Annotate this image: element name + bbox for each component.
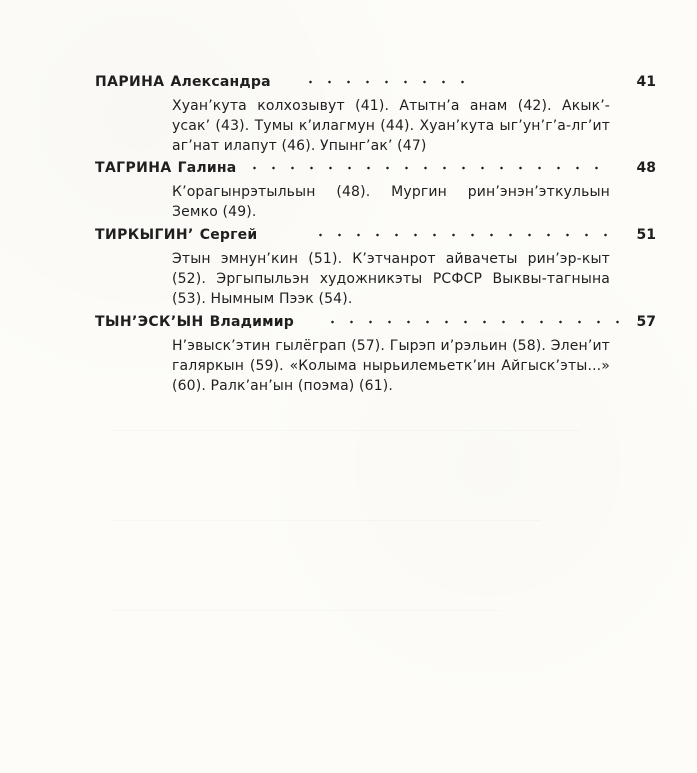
author-given-name: Александра	[170, 74, 271, 90]
toc-entry-header	[95, 312, 656, 336]
author-surname: ТАГРИНА	[95, 160, 172, 176]
dot-leaders	[311, 231, 611, 239]
works-list: Хуан’кута колхозывут (41). Атытн’а анам (42). Акык’-усак’ (43). Тумы к’илагмун (44). Хуан’кута ыг’ун’г’а-лг’ит аг’нат илапут (46). Упынг’ак’ (47)	[172, 98, 610, 154]
toc-entry	[95, 225, 656, 309]
author-name	[95, 312, 294, 332]
author-surname: ТЫН’ЭСК’ЫН	[95, 314, 204, 330]
author-name	[95, 225, 257, 245]
works-list: Этын эмнун’кин (51). К’этчанрот айвачеты рин’эр-кыт (52). Эргыпыльэн художникэты РСФСР Выквы-тагнына (53). Нымным Пээк (54).	[172, 251, 610, 307]
toc-entry-header	[95, 225, 656, 249]
dot-leaders	[245, 164, 607, 172]
paper-texture-line	[110, 610, 500, 611]
author-surname: ТИРКЫГИН’	[95, 227, 194, 243]
toc-entry-header	[95, 72, 656, 96]
page-number: 48	[636, 160, 656, 176]
page-number: 41	[636, 74, 656, 90]
works-list: Н’эвыск’этин гылёграп (57). Гырэп и’рэльин (58). Элен’ит галяркын (59). «Колыма нырьилемьетк’ин Айгыск’эты...» (60). Ралк’ан’ын (поэма) (61).	[172, 338, 610, 394]
author-given-name: Сергей	[199, 227, 258, 243]
author-given-name: Владимир	[209, 314, 294, 330]
page-number: 51	[636, 227, 656, 243]
page-number: 57	[636, 314, 656, 330]
toc-entry	[95, 312, 656, 396]
toc-entry	[95, 158, 656, 222]
paper-texture-line	[110, 430, 580, 431]
author-surname: ПАРИНА	[95, 74, 165, 90]
author-given-name: Галина	[177, 160, 237, 176]
author-name	[95, 72, 271, 92]
toc-entry	[95, 72, 656, 156]
dot-leaders	[301, 78, 471, 86]
dot-leaders	[323, 318, 627, 326]
paper-texture-line	[110, 520, 540, 521]
author-name	[95, 158, 236, 178]
works-list: К’орагынрэтыльын (48). Мургин рин’энэн’эткульын Земко (49).	[172, 184, 610, 220]
toc-entry-header	[95, 158, 656, 182]
